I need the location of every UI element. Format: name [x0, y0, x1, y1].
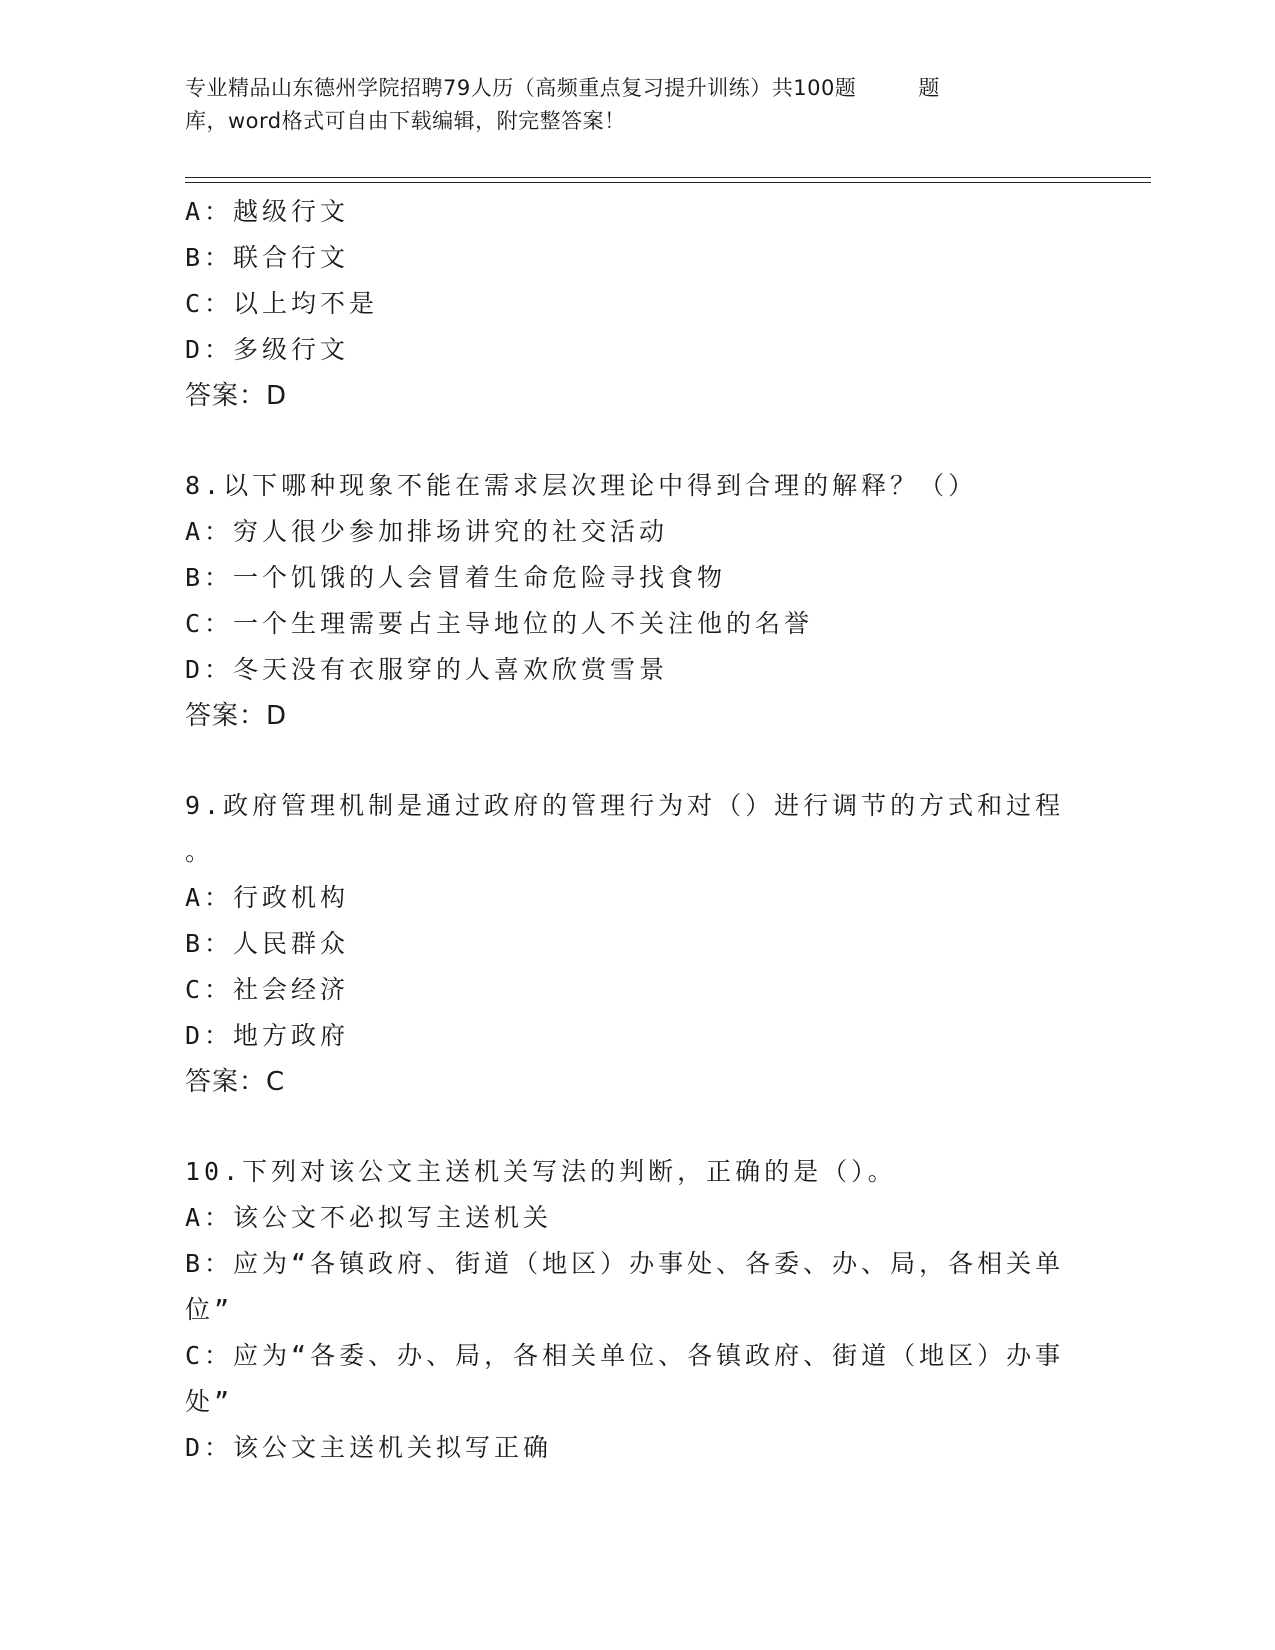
- option-c: C：一个生理需要占主导地位的人不关注他的名誉: [185, 609, 814, 638]
- option-a: A：穷人很少参加排场讲究的社交活动: [185, 517, 669, 546]
- option-b-continuation: 位”: [185, 1295, 234, 1324]
- option-c: C：应为“各委、办、局，各相关单位、各镇政府、街道（地区）办事: [185, 1341, 1065, 1370]
- header-title-line2: 库，word格式可自由下载编辑，附完整答案！: [185, 109, 626, 133]
- option-b: B：应为“各镇政府、街道（地区）办事处、各委、办、局，各相关单: [185, 1249, 1065, 1278]
- prev-question-block: [185, 189, 1085, 419]
- header-title-line1-tail: 题: [918, 76, 940, 100]
- option-c-continuation: 处”: [185, 1387, 234, 1416]
- answer-line: 答案：D: [185, 701, 288, 731]
- option-b: B：一个饥饿的人会冒着生命危险寻找食物: [185, 563, 727, 592]
- option-d: D：该公文主送机关拟写正确: [185, 1433, 553, 1462]
- question-stem: 9.政府管理机制是通过政府的管理行为对（）进行调节的方式和过程: [185, 791, 1065, 820]
- page-header: [185, 72, 1065, 138]
- option-a: A：该公文不必拟写主送机关: [185, 1203, 553, 1232]
- answer-line: 答案：C: [185, 1067, 286, 1097]
- option-d: D：冬天没有衣服穿的人喜欢欣赏雪景: [185, 655, 669, 684]
- question-stem-continuation: 。: [185, 837, 215, 866]
- option-b: B：人民群众: [185, 929, 350, 958]
- question-stem: 8.以下哪种现象不能在需求层次理论中得到合理的解释？（）: [185, 471, 978, 500]
- option-a: A：行政机构: [185, 883, 350, 912]
- question-9-block: [185, 783, 1085, 1105]
- question-content: [185, 189, 1085, 1471]
- header-divider-top: [185, 177, 1151, 178]
- option-a: A：越级行文: [185, 197, 350, 226]
- answer-line: 答案：D: [185, 381, 288, 411]
- option-b: B：联合行文: [185, 243, 350, 272]
- option-c: C：以上均不是: [185, 289, 379, 318]
- option-c: C：社会经济: [185, 975, 350, 1004]
- header-title-line1: 专业精品山东德州学院招聘79人历（高频重点复习提升训练）共100题: [185, 76, 857, 100]
- option-d: D：多级行文: [185, 335, 350, 364]
- question-10-block: [185, 1149, 1085, 1471]
- question-stem: 10.下列对该公文主送机关写法的判断，正确的是（）。: [185, 1157, 897, 1186]
- header-divider-bottom: [185, 182, 1151, 183]
- option-d: D：地方政府: [185, 1021, 350, 1050]
- question-8-block: [185, 463, 1085, 739]
